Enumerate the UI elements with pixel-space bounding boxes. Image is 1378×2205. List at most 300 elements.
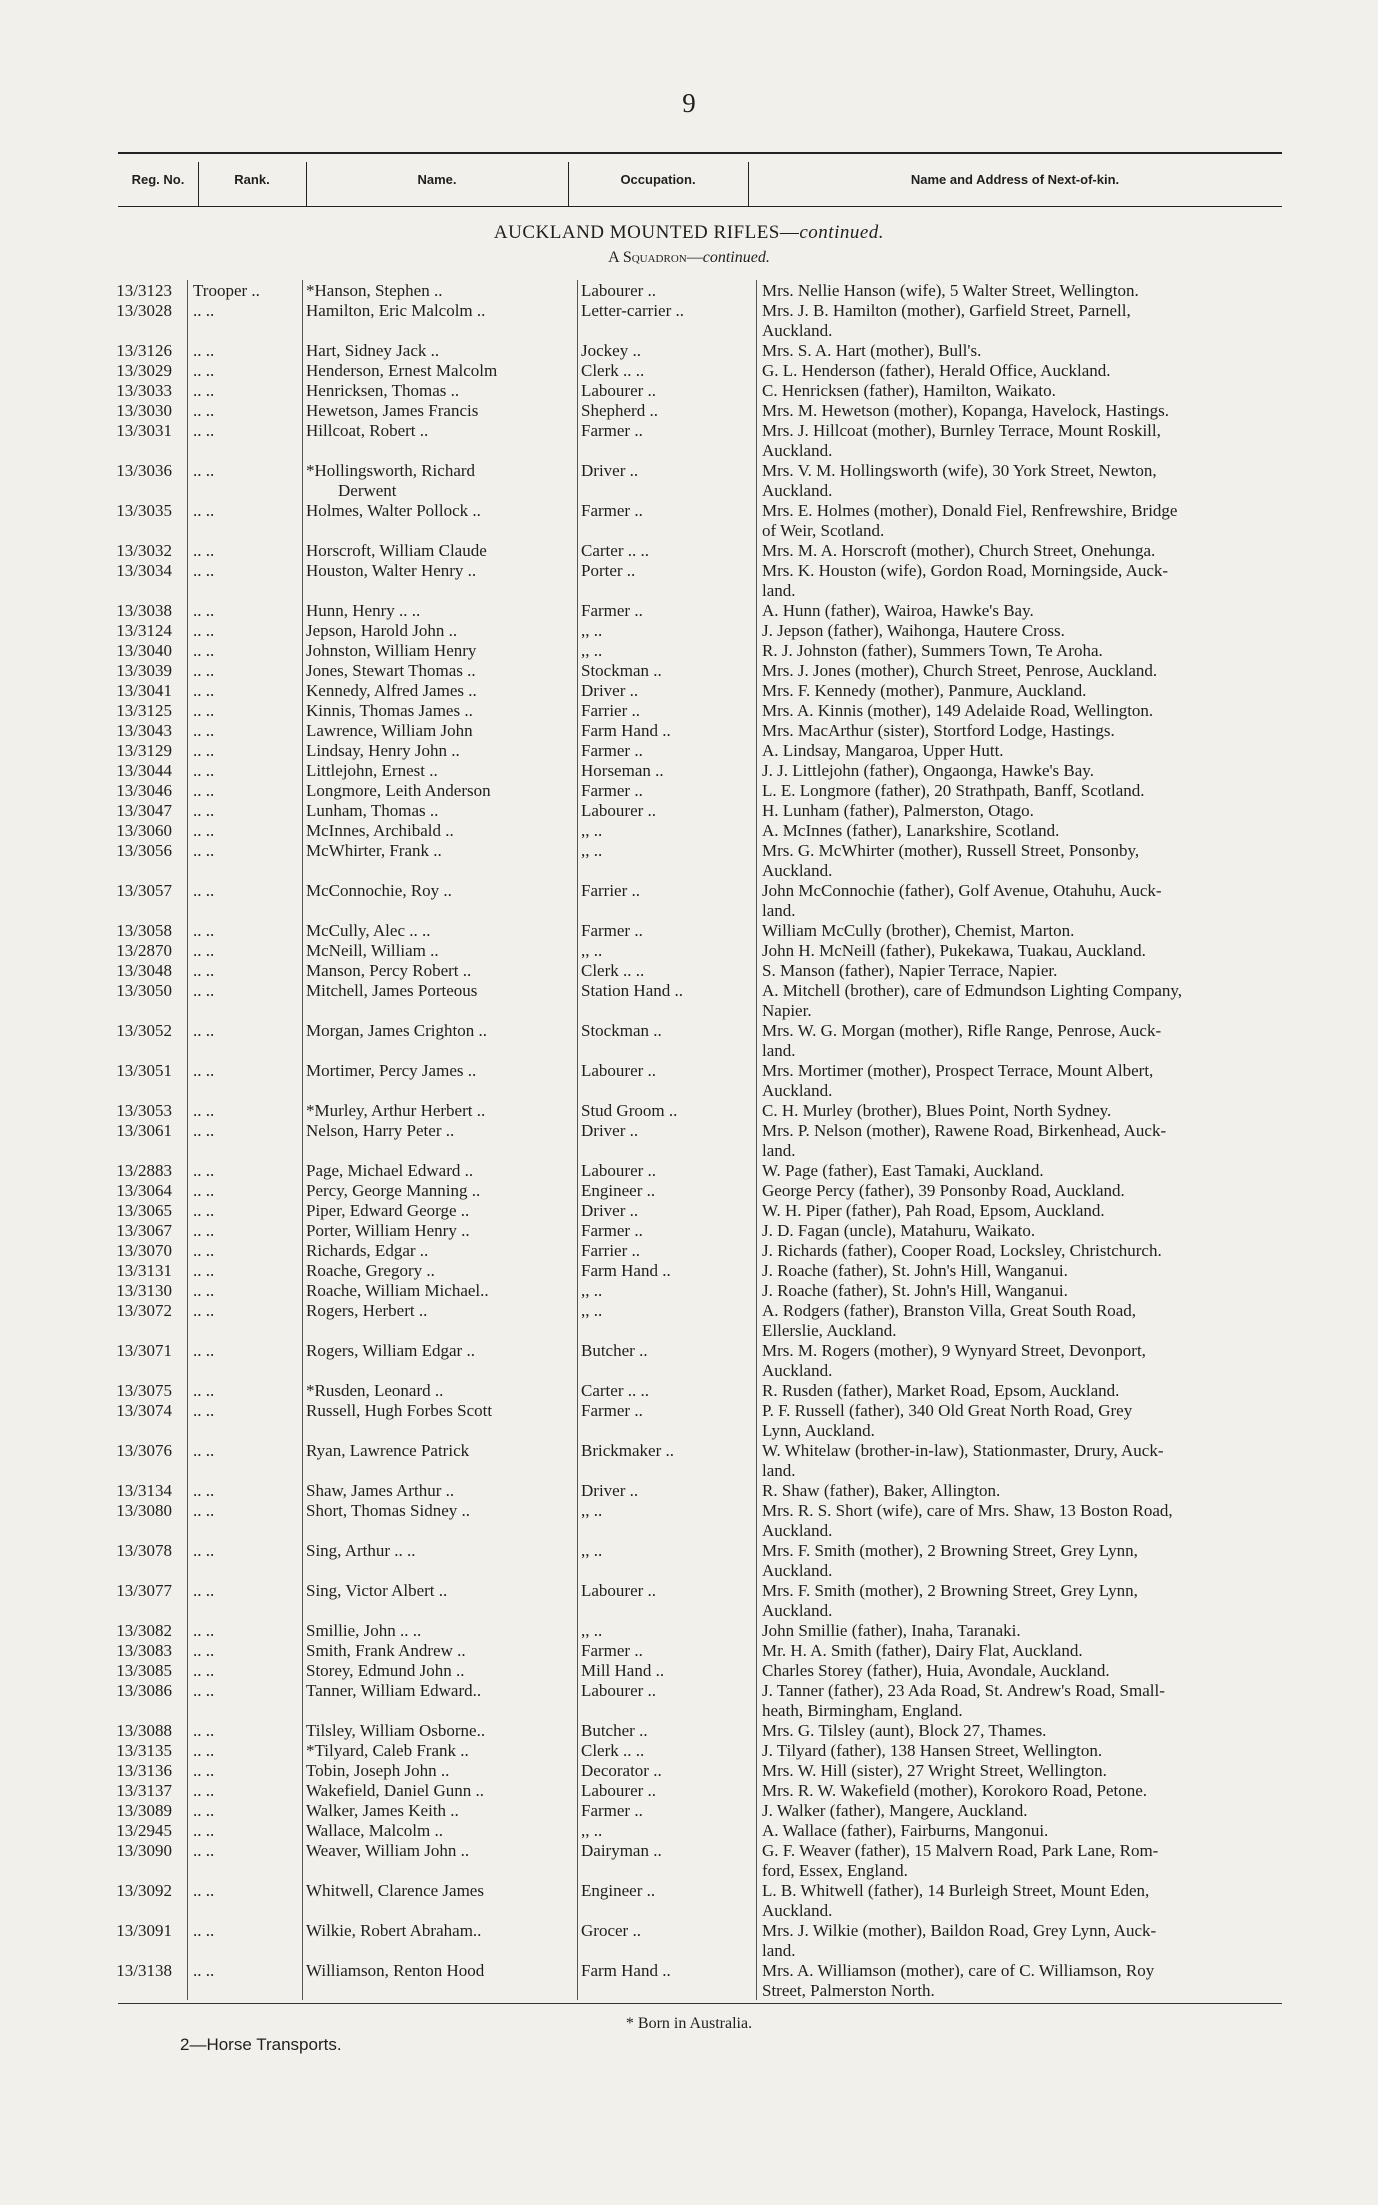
table-row <box>0 1161 1378 1181</box>
table-row <box>0 1181 1378 1201</box>
table-row <box>0 1841 1378 1861</box>
reg-no-cell: 13/3125 <box>116 701 172 720</box>
name-cell: *Hollingsworth, Richard <box>306 461 476 480</box>
occupation-cell: ,, .. <box>581 1301 603 1320</box>
next-of-kin-cell: Mrs. R. W. Wakefield (mother), Korokoro Road, Petone. <box>762 1781 1148 1800</box>
table-header <box>118 152 1282 207</box>
next-of-kin-cell: S. Manson (father), Napier Terrace, Napier. <box>762 961 1058 980</box>
table-row <box>0 1501 1378 1521</box>
reg-no-cell: 13/3078 <box>116 1541 172 1560</box>
rank-cell: .. .. <box>193 1021 215 1040</box>
reg-no-cell: 13/3083 <box>116 1641 172 1660</box>
rank-cell: .. .. <box>193 1221 215 1240</box>
name-cell: Page, Michael Edward .. <box>306 1161 474 1180</box>
rank-cell: .. .. <box>193 801 215 820</box>
section-title-text: AUCKLAND MOUNTED RIFLES— <box>493 222 800 243</box>
name-cell: Russell, Hugh Forbes Scott <box>306 1401 493 1420</box>
rank-cell: .. .. <box>193 1961 215 1980</box>
occupation-cell: Butcher .. <box>581 1341 648 1360</box>
name-cell: Roache, William Michael.. <box>306 1281 489 1300</box>
reg-no-cell: 13/3051 <box>116 1061 172 1080</box>
rank-cell: .. .. <box>193 461 215 480</box>
reg-no-cell: 13/3086 <box>116 1681 172 1700</box>
next-of-kin-cell: P. F. Russell (father), 340 Old Great North Road, Grey <box>762 1401 1133 1420</box>
reg-no-cell: 13/3130 <box>116 1281 172 1300</box>
next-of-kin-continuation: land. <box>762 1461 796 1480</box>
rank-cell: .. .. <box>193 381 215 400</box>
table-row <box>0 1721 1378 1741</box>
name-cell: Weaver, William John .. <box>306 1841 470 1860</box>
rank-cell: .. .. <box>193 981 215 1000</box>
reg-no-cell: 13/3076 <box>116 1441 172 1460</box>
table-row <box>0 421 1378 441</box>
name-cell: Hamilton, Eric Malcolm .. <box>306 301 486 320</box>
reg-no-cell: 13/3126 <box>116 341 172 360</box>
reg-no-cell: 13/3033 <box>116 381 172 400</box>
reg-no-cell: 13/3061 <box>116 1121 172 1140</box>
reg-no-cell: 13/3064 <box>116 1181 172 1200</box>
occupation-cell: Butcher .. <box>581 1721 648 1740</box>
name-cell: Lunham, Thomas .. <box>306 801 439 820</box>
next-of-kin-cell: Mrs. A. Kinnis (mother), 149 Adelaide Road, Wellington. <box>762 701 1154 720</box>
next-of-kin-cell: R. J. Johnston (father), Summers Town, Te Aroha. <box>762 641 1103 660</box>
next-of-kin-continuation: Auckland. <box>762 861 833 880</box>
occupation-cell: Labourer .. <box>581 1161 657 1180</box>
rank-cell: .. .. <box>193 1841 215 1860</box>
next-of-kin-cell: Mrs. F. Kennedy (mother), Panmure, Auckland. <box>762 681 1087 700</box>
table-row <box>0 761 1378 781</box>
name-cell: Jones, Stewart Thomas .. <box>306 661 476 680</box>
occupation-cell: Letter-carrier .. <box>581 301 684 320</box>
next-of-kin-cell: A. McInnes (father), Lanarkshire, Scotland. <box>762 821 1060 840</box>
name-cell: Short, Thomas Sidney .. <box>306 1501 471 1520</box>
occupation-cell: Grocer .. <box>581 1921 641 1940</box>
name-cell: Rogers, William Edgar .. <box>306 1341 475 1360</box>
table-row <box>0 1801 1378 1821</box>
table-row <box>0 721 1378 741</box>
name-cell: Lindsay, Henry John .. <box>306 741 460 760</box>
occupation-cell: Farmer .. <box>581 1221 643 1240</box>
name-cell: Wilkie, Robert Abraham.. <box>306 1921 482 1940</box>
next-of-kin-cell: R. Shaw (father), Baker, Allington. <box>762 1481 1001 1500</box>
occupation-cell: Clerk .. .. <box>581 961 645 980</box>
next-of-kin-cell: Mrs. Nellie Hanson (wife), 5 Walter Street, Wellington. <box>762 281 1139 300</box>
rank-cell: .. .. <box>193 1621 215 1640</box>
reg-no-cell: 13/3074 <box>116 1401 172 1420</box>
rank-cell: .. .. <box>193 701 215 720</box>
name-cell: Horscroft, William Claude <box>306 541 487 560</box>
occupation-cell: ,, .. <box>581 1541 603 1560</box>
occupation-cell: Farmer .. <box>581 741 643 760</box>
name-cell: Ryan, Lawrence Patrick <box>306 1441 470 1460</box>
occupation-cell: Farmer .. <box>581 1641 643 1660</box>
rank-cell: .. .. <box>193 421 215 440</box>
occupation-cell: Shepherd .. <box>581 401 658 420</box>
reg-no-cell: 13/3028 <box>116 301 172 320</box>
rank-cell: .. .. <box>193 661 215 680</box>
table-row <box>0 641 1378 661</box>
name-cell: Percy, George Manning .. <box>306 1181 481 1200</box>
next-of-kin-cell: John McConnochie (father), Golf Avenue, Otahuhu, Auck- <box>762 881 1162 900</box>
rank-cell: .. .. <box>193 641 215 660</box>
rank-cell: .. .. <box>193 601 215 620</box>
name-cell: McConnochie, Roy .. <box>306 881 452 900</box>
name-cell: Roache, Gregory .. <box>306 1261 435 1280</box>
next-of-kin-cell: George Percy (father), 39 Ponsonby Road, Auckland. <box>762 1181 1125 1200</box>
subsection-title <box>0 249 1378 267</box>
rank-cell: .. .. <box>193 501 215 520</box>
reg-no-cell: 13/3043 <box>116 721 172 740</box>
page-number: 9 <box>682 88 696 118</box>
rank-cell: .. .. <box>193 401 215 420</box>
rank-cell: .. .. <box>193 1101 215 1120</box>
next-of-kin-cell: Mrs. J. B. Hamilton (mother), Garfield Street, Parnell, <box>762 301 1131 320</box>
occupation-cell: Labourer .. <box>581 281 657 300</box>
rank-cell: .. .. <box>193 941 215 960</box>
name-cell: Hewetson, James Francis <box>306 401 479 420</box>
occupation-cell: Stockman .. <box>581 661 662 680</box>
rank-cell: .. .. <box>193 1641 215 1660</box>
next-of-kin-cell: Mrs. M. Rogers (mother), 9 Wynyard Street, Devonport, <box>762 1341 1146 1360</box>
reg-no-cell: 13/3085 <box>116 1661 172 1680</box>
rank-cell: .. .. <box>193 1061 215 1080</box>
table-row <box>0 821 1378 841</box>
name-cell: Storey, Edmund John .. <box>306 1661 465 1680</box>
table-row <box>0 1021 1378 1041</box>
next-of-kin-cell: Mrs. M. Hewetson (mother), Kopanga, Havelock, Hastings. <box>762 401 1169 420</box>
name-cell: Wallace, Malcolm .. <box>306 1821 443 1840</box>
reg-no-cell: 13/3057 <box>116 881 172 900</box>
signature-mark: 2—Horse Transports. <box>180 2035 342 2054</box>
next-of-kin-cell: John H. McNeill (father), Pukekawa, Tuakau, Auckland. <box>762 941 1146 960</box>
table-row <box>0 881 1378 901</box>
table-row <box>0 781 1378 801</box>
next-of-kin-continuation: ford, Essex, England. <box>762 1861 908 1880</box>
name-cell: Richards, Edgar .. <box>306 1241 429 1260</box>
next-of-kin-continuation: heath, Birmingham, England. <box>762 1701 963 1720</box>
next-of-kin-cell: John Smillie (father), Inaha, Taranaki. <box>762 1621 1021 1640</box>
next-of-kin-cell: L. E. Longmore (father), 20 Strathpath, Banff, Scotland. <box>762 781 1145 800</box>
table-row <box>0 981 1378 1001</box>
reg-no-cell: 13/3072 <box>116 1301 172 1320</box>
table-row <box>0 361 1378 381</box>
reg-no-cell: 13/3052 <box>116 1021 172 1040</box>
header-next-of-kin: Name and Address of Next-of-kin. <box>910 172 1120 187</box>
name-cell: Lawrence, William John <box>306 721 473 740</box>
table-row <box>0 941 1378 961</box>
next-of-kin-cell: A. Mitchell (brother), care of Edmundson Lighting Company, <box>762 981 1183 1000</box>
next-of-kin-cell: Mrs. A. Williamson (mother), care of C. Williamson, Roy <box>762 1961 1155 1980</box>
name-cell: Porter, William Henry .. <box>306 1221 470 1240</box>
rank-cell: .. .. <box>193 1341 215 1360</box>
name-cell: Mitchell, James Porteous <box>306 981 478 1000</box>
occupation-cell: Farm Hand .. <box>581 721 671 740</box>
name-cell: Henderson, Ernest Malcolm <box>306 361 498 380</box>
header-occupation: Occupation. <box>620 172 696 187</box>
name-cell: McNeill, William .. <box>306 941 439 960</box>
rank-cell: .. .. <box>193 881 215 900</box>
next-of-kin-continuation: Auckland. <box>762 321 833 340</box>
reg-no-cell: 13/3060 <box>116 821 172 840</box>
occupation-cell: Engineer .. <box>581 1181 656 1200</box>
name-cell: Kennedy, Alfred James .. <box>306 681 477 700</box>
rank-cell: .. .. <box>193 1741 215 1760</box>
name-cell: Houston, Walter Henry .. <box>306 561 477 580</box>
table-row <box>0 1621 1378 1641</box>
next-of-kin-cell: J. Walker (father), Mangere, Auckland. <box>762 1801 1028 1820</box>
occupation-cell: Farmer .. <box>581 921 643 940</box>
next-of-kin-cell: William McCully (brother), Chemist, Marton. <box>762 921 1075 940</box>
table-row <box>0 1761 1378 1781</box>
table-row <box>0 301 1378 321</box>
next-of-kin-continuation: Ellerslie, Auckland. <box>762 1321 897 1340</box>
table-row <box>0 1341 1378 1361</box>
reg-no-cell: 13/3041 <box>116 681 172 700</box>
name-cell: Smillie, John .. .. <box>306 1621 422 1640</box>
name-cell: Tilsley, William Osborne.. <box>306 1721 486 1740</box>
table-row <box>0 1881 1378 1901</box>
next-of-kin-cell: A. Rodgers (father), Branston Villa, Great South Road, <box>762 1301 1137 1320</box>
rank-cell: .. .. <box>193 761 215 780</box>
occupation-cell: Driver .. <box>581 1201 639 1220</box>
rank-cell: .. .. <box>193 1161 215 1180</box>
table-row <box>0 701 1378 721</box>
table-row <box>0 1681 1378 1701</box>
name-cell: Littlejohn, Ernest .. <box>306 761 438 780</box>
name-cell: Hillcoat, Robert .. <box>306 421 429 440</box>
rank-cell: .. .. <box>193 621 215 640</box>
rank-cell: .. .. <box>193 1281 215 1300</box>
reg-no-cell: 13/3124 <box>116 621 172 640</box>
next-of-kin-continuation: Auckland. <box>762 1521 833 1540</box>
reg-no-cell: 13/2883 <box>116 1161 172 1180</box>
table-row <box>0 1641 1378 1661</box>
rank-cell: .. .. <box>193 921 215 940</box>
occupation-cell: Driver .. <box>581 681 639 700</box>
table-row <box>0 401 1378 421</box>
occupation-cell: Horseman .. <box>581 761 664 780</box>
name-cell: Nelson, Harry Peter .. <box>306 1121 455 1140</box>
occupation-cell: Farrier .. <box>581 1241 641 1260</box>
next-of-kin-cell: C. H. Murley (brother), Blues Point, North Sydney. <box>762 1101 1112 1120</box>
table-row <box>0 1061 1378 1081</box>
reg-no-cell: 13/3071 <box>116 1341 172 1360</box>
table-row <box>0 841 1378 861</box>
occupation-cell: Carter .. .. <box>581 1381 649 1400</box>
occupation-cell: Clerk .. .. <box>581 361 645 380</box>
next-of-kin-cell: C. Henricksen (father), Hamilton, Waikato. <box>762 381 1056 400</box>
subsection-title-text: A Squadron— <box>608 249 703 266</box>
occupation-cell: Farmer .. <box>581 421 643 440</box>
next-of-kin-cell: J. Roache (father), St. John's Hill, Wanganui. <box>762 1281 1068 1300</box>
name-cell: Hunn, Henry .. .. <box>306 601 421 620</box>
next-of-kin-continuation: Auckland. <box>762 441 833 460</box>
reg-no-cell: 13/3044 <box>116 761 172 780</box>
next-of-kin-cell: Mrs. W. Hill (sister), 27 Wright Street, Wellington. <box>762 1761 1107 1780</box>
occupation-cell: Labourer .. <box>581 1061 657 1080</box>
table-row <box>0 601 1378 621</box>
occupation-cell: Clerk .. .. <box>581 1741 645 1760</box>
table-row <box>0 1261 1378 1281</box>
next-of-kin-continuation: Auckland. <box>762 1901 833 1920</box>
next-of-kin-cell: Mrs. J. Wilkie (mother), Baildon Road, Grey Lynn, Auck- <box>762 1921 1157 1940</box>
rank-cell: .. .. <box>193 1821 215 1840</box>
next-of-kin-cell: W. H. Piper (father), Pah Road, Epsom, Auckland. <box>762 1201 1105 1220</box>
table-row <box>0 561 1378 581</box>
next-of-kin-cell: J. Richards (father), Cooper Road, Locksley, Christchurch. <box>762 1241 1162 1260</box>
next-of-kin-continuation: land. <box>762 1941 796 1960</box>
name-cell: Rogers, Herbert .. <box>306 1301 428 1320</box>
rank-cell: .. .. <box>193 781 215 800</box>
rank-cell: .. .. <box>193 1181 215 1200</box>
reg-no-cell: 13/3048 <box>116 961 172 980</box>
name-cell: Manson, Percy Robert .. <box>306 961 472 980</box>
reg-no-cell: 13/3067 <box>116 1221 172 1240</box>
reg-no-cell: 13/3092 <box>116 1881 172 1900</box>
rank-cell: Trooper .. <box>193 281 260 300</box>
next-of-kin-cell: Mrs. P. Nelson (mother), Rawene Road, Birkenhead, Auck- <box>762 1121 1167 1140</box>
rank-cell: .. .. <box>193 1441 215 1460</box>
rank-cell: .. .. <box>193 961 215 980</box>
next-of-kin-cell: W. Whitelaw (brother-in-law), Stationmaster, Drury, Auck- <box>762 1441 1164 1460</box>
rank-cell: .. .. <box>193 301 215 320</box>
name-cell: Smith, Frank Andrew .. <box>306 1641 466 1660</box>
name-cell: McWhirter, Frank .. <box>306 841 442 860</box>
reg-no-cell: 13/3029 <box>116 361 172 380</box>
reg-no-cell: 13/3089 <box>116 1801 172 1820</box>
reg-no-cell: 13/3080 <box>116 1501 172 1520</box>
header-reg-no: Reg. No. <box>131 172 185 187</box>
next-of-kin-cell: J. Tanner (father), 23 Ada Road, St. Andrew's Road, Small- <box>762 1681 1165 1700</box>
rank-cell: .. .. <box>193 1781 215 1800</box>
table-row <box>0 461 1378 481</box>
rank-cell: .. .. <box>193 1541 215 1560</box>
table-row <box>0 1401 1378 1421</box>
section-title <box>0 222 1378 244</box>
reg-no-cell: 13/3075 <box>116 1381 172 1400</box>
reg-no-cell: 13/3090 <box>116 1841 172 1860</box>
table-row <box>0 1741 1378 1761</box>
reg-no-cell: 13/3040 <box>116 641 172 660</box>
next-of-kin-cell: Mrs. E. Holmes (mother), Donald Fiel, Renfrewshire, Bridge <box>762 501 1178 520</box>
rank-cell: .. .. <box>193 1201 215 1220</box>
next-of-kin-continuation: land. <box>762 1041 796 1060</box>
next-of-kin-cell: W. Page (father), East Tamaki, Auckland. <box>762 1161 1044 1180</box>
name-cell: Hart, Sidney Jack .. <box>306 341 440 360</box>
occupation-cell: ,, .. <box>581 1501 603 1520</box>
next-of-kin-cell: A. Hunn (father), Wairoa, Hawke's Bay. <box>762 601 1034 620</box>
occupation-cell: Farmer .. <box>581 501 643 520</box>
table-row <box>0 1441 1378 1461</box>
reg-no-cell: 13/3082 <box>116 1621 172 1640</box>
occupation-cell: Brickmaker .. <box>581 1441 674 1460</box>
name-cell: Morgan, James Crighton .. <box>306 1021 488 1040</box>
name-cell: Tobin, Joseph John .. <box>306 1761 450 1780</box>
next-of-kin-cell: A. Lindsay, Mangaroa, Upper Hutt. <box>762 741 1004 760</box>
next-of-kin-cell: L. B. Whitwell (father), 14 Burleigh Street, Mount Eden, <box>762 1881 1150 1900</box>
reg-no-cell: 13/3039 <box>116 661 172 680</box>
occupation-cell: Labourer .. <box>581 1781 657 1800</box>
next-of-kin-cell: Mr. H. A. Smith (father), Dairy Flat, Auckland. <box>762 1641 1083 1660</box>
table-row <box>0 1101 1378 1121</box>
rank-cell: .. .. <box>193 561 215 580</box>
table-row <box>0 1921 1378 1941</box>
next-of-kin-cell: G. F. Weaver (father), 15 Malvern Road, Park Lane, Rom- <box>762 1841 1159 1860</box>
rank-cell: .. .. <box>193 681 215 700</box>
reg-no-cell: 13/3131 <box>116 1261 172 1280</box>
reg-no-cell: 13/3035 <box>116 501 172 520</box>
name-cell: *Hanson, Stephen .. <box>306 281 443 300</box>
name-cell: Henricksen, Thomas .. <box>306 381 460 400</box>
rank-cell: .. .. <box>193 1581 215 1600</box>
table-row <box>0 1121 1378 1141</box>
table-row <box>0 921 1378 941</box>
reg-no-cell: 13/3036 <box>116 461 172 480</box>
next-of-kin-cell: Mrs. Mortimer (mother), Prospect Terrace, Mount Albert, <box>762 1061 1154 1080</box>
occupation-cell: Farmer .. <box>581 781 643 800</box>
occupation-cell: Labourer .. <box>581 801 657 820</box>
footnote: * Born in Australia. <box>625 2015 753 2032</box>
header-name: Name. <box>417 172 457 187</box>
bottom-rule <box>118 2003 1282 2004</box>
table-row <box>0 541 1378 561</box>
name-cell: Piper, Edward George .. <box>306 1201 470 1220</box>
rank-cell: .. .. <box>193 721 215 740</box>
occupation-cell: Mill Hand .. <box>581 1661 665 1680</box>
occupation-cell: Farmer .. <box>581 1401 643 1420</box>
occupation-cell: ,, .. <box>581 821 603 840</box>
name-cell: Sing, Victor Albert .. <box>306 1581 448 1600</box>
reg-no-cell: 13/3123 <box>116 281 172 300</box>
name-cell: Kinnis, Thomas James .. <box>306 701 473 720</box>
name-cell: Johnston, William Henry <box>306 641 477 660</box>
table-row <box>0 1781 1378 1801</box>
next-of-kin-continuation: Lynn, Auckland. <box>762 1421 875 1440</box>
rank-cell: .. .. <box>193 361 215 380</box>
reg-no-cell: 13/3047 <box>116 801 172 820</box>
table-row <box>0 1221 1378 1241</box>
next-of-kin-continuation: of Weir, Scotland. <box>762 521 885 540</box>
table-row <box>0 1281 1378 1301</box>
occupation-cell: Porter .. <box>581 561 636 580</box>
name-cell: *Murley, Arthur Herbert .. <box>306 1101 486 1120</box>
occupation-cell: Farmer .. <box>581 1801 643 1820</box>
next-of-kin-continuation: Auckland. <box>762 1561 833 1580</box>
occupation-cell: Engineer .. <box>581 1881 656 1900</box>
occupation-cell: ,, .. <box>581 641 603 660</box>
reg-no-cell: 13/3050 <box>116 981 172 1000</box>
rank-cell: .. .. <box>193 741 215 760</box>
next-of-kin-cell: A. Wallace (father), Fairburns, Mangonui. <box>762 1821 1049 1840</box>
occupation-cell: Driver .. <box>581 1121 639 1140</box>
rank-cell: .. .. <box>193 541 215 560</box>
name-cell: *Tilyard, Caleb Frank .. <box>306 1741 469 1760</box>
name-cell: Williamson, Renton Hood <box>306 1961 485 1980</box>
occupation-cell: Farrier .. <box>581 881 641 900</box>
reg-no-cell: 13/2870 <box>116 941 172 960</box>
occupation-cell: Station Hand .. <box>581 981 683 1000</box>
table-row <box>0 381 1378 401</box>
reg-no-cell: 13/3129 <box>116 741 172 760</box>
occupation-cell: Farmer .. <box>581 601 643 620</box>
occupation-cell: Driver .. <box>581 461 639 480</box>
table-row <box>0 1201 1378 1221</box>
reg-no-cell: 13/3046 <box>116 781 172 800</box>
table-row <box>0 961 1378 981</box>
rank-cell: .. .. <box>193 1801 215 1820</box>
reg-no-cell: 13/3038 <box>116 601 172 620</box>
reg-no-cell: 13/2945 <box>116 1821 172 1840</box>
